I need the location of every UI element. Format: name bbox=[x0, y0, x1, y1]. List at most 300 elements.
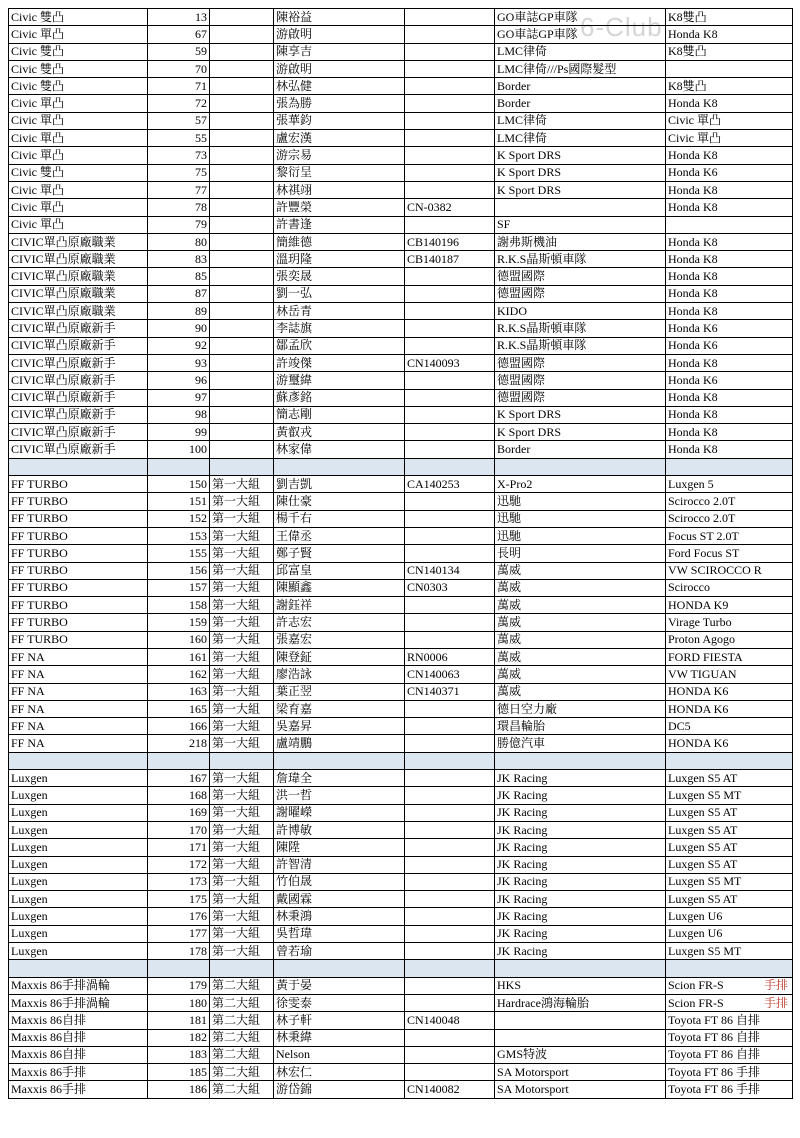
car-number-text: 87 bbox=[195, 286, 207, 301]
car-number-text: 159 bbox=[189, 615, 207, 630]
driver-name-text: 林家偉 bbox=[276, 442, 313, 457]
car-number-text: 83 bbox=[195, 251, 207, 266]
class-text: Maxxis 86手排 bbox=[11, 1064, 87, 1079]
car-number-text: 218 bbox=[189, 736, 207, 751]
class-cell bbox=[9, 216, 148, 233]
group-text: 第一大組 bbox=[212, 718, 261, 733]
car-number-text: 153 bbox=[189, 528, 207, 543]
car-model-cell bbox=[666, 476, 793, 493]
car-number-cell bbox=[148, 873, 210, 890]
car-number-cell bbox=[148, 303, 210, 320]
license-cell bbox=[405, 303, 495, 320]
driver-name-text: 洪一哲 bbox=[276, 788, 313, 802]
license-cell bbox=[405, 389, 495, 406]
driver-name-text: 謝鈺祥 bbox=[276, 597, 313, 612]
car-model-text: Honda K8 bbox=[668, 355, 718, 370]
car-model-cell bbox=[666, 597, 793, 614]
driver-name-text: Nelson bbox=[276, 1047, 310, 1062]
group-cell bbox=[210, 493, 274, 510]
group-cell bbox=[210, 943, 274, 960]
driver-name-cell bbox=[274, 718, 405, 735]
driver-name-text: 簡維德 bbox=[276, 234, 313, 249]
class-text: Luxgen bbox=[11, 805, 48, 820]
team-cell bbox=[495, 1081, 666, 1098]
car-model-cell bbox=[666, 372, 793, 389]
group-cell bbox=[210, 1081, 274, 1098]
team-text: JK Racing bbox=[497, 770, 548, 785]
license-cell bbox=[405, 839, 495, 856]
driver-name-cell bbox=[274, 303, 405, 320]
car-number-text: 75 bbox=[195, 165, 207, 180]
class-text: Luxgen bbox=[11, 822, 48, 837]
car-number-text: 162 bbox=[189, 666, 207, 681]
class-cell bbox=[9, 441, 148, 458]
driver-name-text: 許豐榮 bbox=[276, 199, 313, 214]
team-text: JK Racing bbox=[497, 891, 548, 906]
table-row bbox=[9, 943, 793, 960]
class-text: CIVIC單凸原廠新手 bbox=[11, 372, 116, 387]
car-number-text: 176 bbox=[189, 909, 207, 924]
table-row bbox=[9, 216, 793, 233]
car-number-text: 163 bbox=[189, 684, 207, 699]
car-model-cell bbox=[666, 147, 793, 164]
car-model-cell bbox=[666, 562, 793, 579]
group-cell bbox=[210, 770, 274, 787]
car-number-text: 157 bbox=[189, 580, 207, 595]
car-number-text: 172 bbox=[189, 857, 207, 872]
class-cell bbox=[9, 1064, 148, 1081]
license-cell bbox=[405, 925, 495, 942]
team-cell bbox=[495, 130, 666, 147]
team-text: 萬威 bbox=[497, 615, 522, 630]
team-cell bbox=[495, 285, 666, 302]
class-cell bbox=[9, 891, 148, 908]
car-model-cell bbox=[666, 891, 793, 908]
driver-name-cell bbox=[274, 147, 405, 164]
class-text: CIVIC單凸原廠新手 bbox=[11, 407, 116, 422]
class-text: Luxgen bbox=[11, 788, 48, 802]
car-number-cell bbox=[148, 406, 210, 423]
car-number-text: 152 bbox=[189, 511, 207, 526]
car-model-text: Scirocco bbox=[668, 580, 710, 595]
car-model-cell bbox=[666, 303, 793, 320]
team-cell bbox=[495, 562, 666, 579]
car-number-cell bbox=[148, 424, 210, 441]
team-text: K Sport DRS bbox=[497, 424, 562, 439]
car-number-cell bbox=[148, 545, 210, 562]
team-cell bbox=[495, 718, 666, 735]
group-cell bbox=[210, 60, 274, 77]
driver-name-text: 游宗易 bbox=[276, 148, 313, 163]
car-number-cell bbox=[148, 683, 210, 700]
group-text: 第一大組 bbox=[212, 788, 261, 802]
car-number-cell bbox=[148, 1064, 210, 1081]
driver-name-cell bbox=[274, 112, 405, 129]
group-cell bbox=[210, 821, 274, 838]
table-row bbox=[9, 285, 793, 302]
class-cell bbox=[9, 268, 148, 285]
driver-name-text: 許博敏 bbox=[276, 822, 313, 837]
class-cell bbox=[9, 251, 148, 268]
driver-name-text: 張奕晟 bbox=[276, 269, 313, 284]
car-number-cell bbox=[148, 268, 210, 285]
license-text: CN140082 bbox=[407, 1082, 460, 1097]
car-number-cell bbox=[148, 389, 210, 406]
group-cell bbox=[210, 147, 274, 164]
group-text: 第二大組 bbox=[212, 1030, 261, 1045]
car-number-cell bbox=[148, 994, 210, 1011]
car-model-text: Luxgen S5 AT bbox=[668, 891, 738, 906]
car-model-cell bbox=[666, 1046, 793, 1063]
car-number-text: 93 bbox=[195, 355, 207, 370]
group-cell bbox=[210, 700, 274, 717]
driver-name-text: 游啟明 bbox=[276, 61, 313, 76]
class-cell bbox=[9, 26, 148, 43]
class-cell bbox=[9, 285, 148, 302]
class-text: FF TURBO bbox=[11, 563, 68, 578]
car-number-cell bbox=[148, 112, 210, 129]
driver-name-text: 詹瑋全 bbox=[276, 770, 313, 785]
driver-name-text: 黃叡戎 bbox=[276, 424, 313, 439]
class-cell bbox=[9, 545, 148, 562]
class-cell bbox=[9, 821, 148, 838]
team-cell bbox=[495, 527, 666, 544]
class-cell bbox=[9, 9, 148, 26]
car-model-text: HONDA K6 bbox=[668, 684, 729, 699]
driver-name-text: 許書逢 bbox=[276, 217, 313, 232]
car-number-text: 161 bbox=[189, 649, 207, 664]
class-cell bbox=[9, 770, 148, 787]
class-cell bbox=[9, 130, 148, 147]
group-text: 第一大組 bbox=[212, 476, 261, 491]
driver-name-cell bbox=[274, 337, 405, 354]
table-row bbox=[9, 1029, 793, 1046]
team-text: 德盟國際 bbox=[497, 269, 546, 284]
car-model-text: Luxgen U6 bbox=[668, 909, 723, 924]
driver-name-cell bbox=[274, 510, 405, 527]
driver-name-cell bbox=[274, 268, 405, 285]
car-model-text: Luxgen S5 MT bbox=[668, 874, 742, 889]
driver-name-cell bbox=[274, 78, 405, 95]
class-cell bbox=[9, 389, 148, 406]
car-model-text: Honda K6 bbox=[668, 165, 718, 180]
team-text: SA Motorsport bbox=[497, 1082, 569, 1097]
table-row bbox=[9, 925, 793, 942]
license-cell bbox=[405, 1081, 495, 1098]
class-text: Civic 單凸 bbox=[11, 217, 64, 232]
driver-name-text: 楊千右 bbox=[276, 511, 313, 526]
separator-cell bbox=[148, 752, 210, 769]
driver-name-cell bbox=[274, 320, 405, 337]
separator-cell bbox=[405, 960, 495, 977]
group-text: 第二大組 bbox=[212, 1082, 261, 1097]
car-model-cell bbox=[666, 718, 793, 735]
team-text: 萬威 bbox=[497, 666, 522, 681]
class-text: FF NA bbox=[11, 666, 45, 681]
team-text: 德盟國際 bbox=[497, 390, 546, 405]
team-cell bbox=[495, 372, 666, 389]
driver-name-cell bbox=[274, 372, 405, 389]
license-cell bbox=[405, 251, 495, 268]
car-model-text: VW TIGUAN bbox=[668, 666, 737, 681]
class-cell bbox=[9, 631, 148, 648]
license-cell bbox=[405, 718, 495, 735]
license-cell bbox=[405, 60, 495, 77]
car-number-cell bbox=[148, 527, 210, 544]
license-cell bbox=[405, 700, 495, 717]
group-cell bbox=[210, 112, 274, 129]
group-cell bbox=[210, 9, 274, 26]
license-cell bbox=[405, 562, 495, 579]
driver-name-cell bbox=[274, 354, 405, 371]
group-cell bbox=[210, 856, 274, 873]
driver-name-text: 劉一弘 bbox=[276, 286, 313, 301]
car-number-text: 59 bbox=[195, 44, 207, 59]
class-text: Luxgen bbox=[11, 891, 48, 906]
car-model-text: HONDA K6 bbox=[668, 701, 729, 716]
table-row bbox=[9, 43, 793, 60]
driver-name-text: 戴國霖 bbox=[276, 891, 313, 906]
team-text: K Sport DRS bbox=[497, 165, 562, 180]
car-model-cell bbox=[666, 9, 793, 26]
team-cell bbox=[495, 804, 666, 821]
car-model-text: Scirocco 2.0T bbox=[668, 493, 736, 508]
driver-name-cell bbox=[274, 43, 405, 60]
team-text: JK Racing bbox=[497, 788, 548, 802]
car-model-text: Honda K6 bbox=[668, 320, 718, 335]
license-text: CB140187 bbox=[407, 251, 460, 266]
group-cell bbox=[210, 476, 274, 493]
driver-name-cell bbox=[274, 925, 405, 942]
team-cell bbox=[495, 216, 666, 233]
team-cell bbox=[495, 787, 666, 804]
team-cell bbox=[495, 233, 666, 250]
car-number-cell bbox=[148, 925, 210, 942]
driver-name-text: 蘇彥銘 bbox=[276, 390, 313, 405]
driver-name-text: 盧靖鵬 bbox=[276, 736, 313, 751]
class-text: FF TURBO bbox=[11, 545, 68, 560]
license-cell bbox=[405, 476, 495, 493]
group-text: 第一大組 bbox=[212, 701, 261, 716]
driver-name-cell bbox=[274, 285, 405, 302]
group-text: 第一大組 bbox=[212, 857, 261, 872]
driver-name-cell bbox=[274, 648, 405, 665]
driver-name-cell bbox=[274, 666, 405, 683]
team-cell bbox=[495, 424, 666, 441]
driver-name-text: 林子軒 bbox=[276, 1012, 313, 1027]
license-cell bbox=[405, 320, 495, 337]
car-model-text: Honda K8 bbox=[668, 303, 718, 318]
group-cell bbox=[210, 181, 274, 198]
license-cell bbox=[405, 821, 495, 838]
car-number-cell bbox=[148, 337, 210, 354]
group-cell bbox=[210, 735, 274, 752]
class-text: FF TURBO bbox=[11, 493, 68, 508]
team-text: 德日空力廠 bbox=[497, 701, 558, 716]
team-cell bbox=[495, 700, 666, 717]
license-cell bbox=[405, 406, 495, 423]
team-cell bbox=[495, 493, 666, 510]
separator-cell bbox=[495, 752, 666, 769]
car-model-cell bbox=[666, 112, 793, 129]
car-model-cell bbox=[666, 735, 793, 752]
car-model-text: Luxgen U6 bbox=[668, 926, 723, 941]
car-number-cell bbox=[148, 181, 210, 198]
class-cell bbox=[9, 476, 148, 493]
table-row bbox=[9, 545, 793, 562]
car-model-text: Honda K8 bbox=[668, 148, 718, 163]
car-number-cell bbox=[148, 614, 210, 631]
team-text: R.K.S晶斯頓車隊 bbox=[497, 320, 587, 335]
driver-name-text: 廖浩詠 bbox=[276, 666, 313, 681]
class-text: CIVIC單凸原廠職業 bbox=[11, 234, 116, 249]
car-model-text: HONDA K6 bbox=[668, 736, 729, 751]
car-number-cell bbox=[148, 43, 210, 60]
separator-row bbox=[9, 960, 793, 977]
license-cell bbox=[405, 424, 495, 441]
car-model-cell bbox=[666, 700, 793, 717]
class-text: Luxgen bbox=[11, 874, 48, 889]
team-cell bbox=[495, 354, 666, 371]
team-text: 勝億汽車 bbox=[497, 736, 546, 751]
group-text: 第一大組 bbox=[212, 632, 261, 647]
car-number-cell bbox=[148, 804, 210, 821]
driver-name-cell bbox=[274, 977, 405, 994]
car-number-text: 77 bbox=[195, 182, 207, 197]
license-cell bbox=[405, 908, 495, 925]
car-number-text: 171 bbox=[189, 839, 207, 854]
car-number-text: 167 bbox=[189, 770, 207, 785]
driver-name-text: 葉正翌 bbox=[276, 684, 313, 699]
car-model-text: DC5 bbox=[668, 718, 691, 733]
group-cell bbox=[210, 251, 274, 268]
car-model-cell bbox=[666, 527, 793, 544]
class-text: Luxgen bbox=[11, 857, 48, 872]
driver-name-text: 竹伯晟 bbox=[276, 874, 313, 889]
car-model-cell bbox=[666, 389, 793, 406]
driver-name-cell bbox=[274, 683, 405, 700]
car-number-text: 177 bbox=[189, 926, 207, 941]
team-text: HKS bbox=[497, 978, 522, 993]
car-number-cell bbox=[148, 78, 210, 95]
car-number-cell bbox=[148, 787, 210, 804]
group-cell bbox=[210, 648, 274, 665]
license-cell bbox=[405, 631, 495, 648]
car-number-cell bbox=[148, 700, 210, 717]
car-number-cell bbox=[148, 147, 210, 164]
group-text: 第一大組 bbox=[212, 822, 261, 837]
table-row bbox=[9, 735, 793, 752]
license-cell bbox=[405, 545, 495, 562]
car-number-text: 100 bbox=[189, 442, 207, 457]
driver-name-text: 林秉鴻 bbox=[276, 909, 313, 924]
class-text: Civic 單凸 bbox=[11, 130, 64, 145]
car-model-cell bbox=[666, 268, 793, 285]
driver-name-cell bbox=[274, 1029, 405, 1046]
table-row bbox=[9, 856, 793, 873]
separator-cell bbox=[405, 752, 495, 769]
group-cell bbox=[210, 372, 274, 389]
license-cell bbox=[405, 787, 495, 804]
team-cell bbox=[495, 147, 666, 164]
driver-name-text: 陳裕益 bbox=[276, 9, 313, 24]
driver-name-text: 邱富皇 bbox=[276, 563, 313, 578]
group-cell bbox=[210, 199, 274, 216]
class-text: Luxgen bbox=[11, 909, 48, 924]
car-number-text: 165 bbox=[189, 701, 207, 716]
license-cell bbox=[405, 130, 495, 147]
car-model-text: Honda K6 bbox=[668, 372, 718, 387]
class-cell bbox=[9, 735, 148, 752]
class-text: Civic 雙凸 bbox=[11, 61, 64, 76]
driver-name-cell bbox=[274, 60, 405, 77]
team-cell bbox=[495, 26, 666, 43]
separator-cell bbox=[666, 752, 793, 769]
table-row bbox=[9, 1012, 793, 1029]
driver-name-cell bbox=[274, 856, 405, 873]
table-row bbox=[9, 406, 793, 423]
license-cell bbox=[405, 666, 495, 683]
car-model-text: Honda K8 bbox=[668, 424, 718, 439]
car-model-text: Toyota FT 86 自排 bbox=[668, 1030, 760, 1045]
car-model-cell bbox=[666, 78, 793, 95]
group-text: 第二大組 bbox=[212, 1047, 261, 1062]
license-cell bbox=[405, 1012, 495, 1029]
driver-name-text: 陳享吉 bbox=[276, 44, 313, 59]
car-model-cell bbox=[666, 666, 793, 683]
driver-name-text: 張嘉宏 bbox=[276, 632, 313, 647]
license-text: CN140371 bbox=[407, 684, 460, 699]
car-number-cell bbox=[148, 1081, 210, 1098]
team-cell bbox=[495, 579, 666, 596]
license-cell bbox=[405, 354, 495, 371]
car-number-cell bbox=[148, 9, 210, 26]
table-row bbox=[9, 510, 793, 527]
table-row bbox=[9, 112, 793, 129]
car-number-text: 180 bbox=[189, 995, 207, 1010]
team-text: LMC律倚///Ps國際髮型 bbox=[497, 61, 617, 76]
driver-name-cell bbox=[274, 1064, 405, 1081]
car-model-text: Scirocco 2.0T bbox=[668, 511, 736, 526]
team-cell bbox=[495, 908, 666, 925]
driver-name-text: 王偉丞 bbox=[276, 528, 313, 543]
car-model-cell bbox=[666, 1064, 793, 1081]
license-cell bbox=[405, 441, 495, 458]
driver-name-cell bbox=[274, 164, 405, 181]
license-text: CA140253 bbox=[407, 476, 460, 491]
license-cell bbox=[405, 891, 495, 908]
driver-name-cell bbox=[274, 614, 405, 631]
table-body bbox=[9, 9, 793, 1099]
class-cell bbox=[9, 320, 148, 337]
team-text: 萬威 bbox=[497, 684, 522, 699]
team-text: Border bbox=[497, 442, 531, 457]
license-cell bbox=[405, 112, 495, 129]
separator-cell bbox=[666, 960, 793, 977]
separator-cell bbox=[9, 960, 148, 977]
license-cell bbox=[405, 683, 495, 700]
car-model-cell bbox=[666, 873, 793, 890]
car-model-text: K8雙凸 bbox=[668, 9, 707, 24]
driver-name-text: 陳顯鑫 bbox=[276, 580, 313, 595]
car-model-cell bbox=[666, 839, 793, 856]
separator-row bbox=[9, 458, 793, 475]
table-row bbox=[9, 977, 793, 994]
class-cell bbox=[9, 839, 148, 856]
group-cell bbox=[210, 597, 274, 614]
team-text: SF bbox=[497, 217, 511, 232]
table-row bbox=[9, 683, 793, 700]
